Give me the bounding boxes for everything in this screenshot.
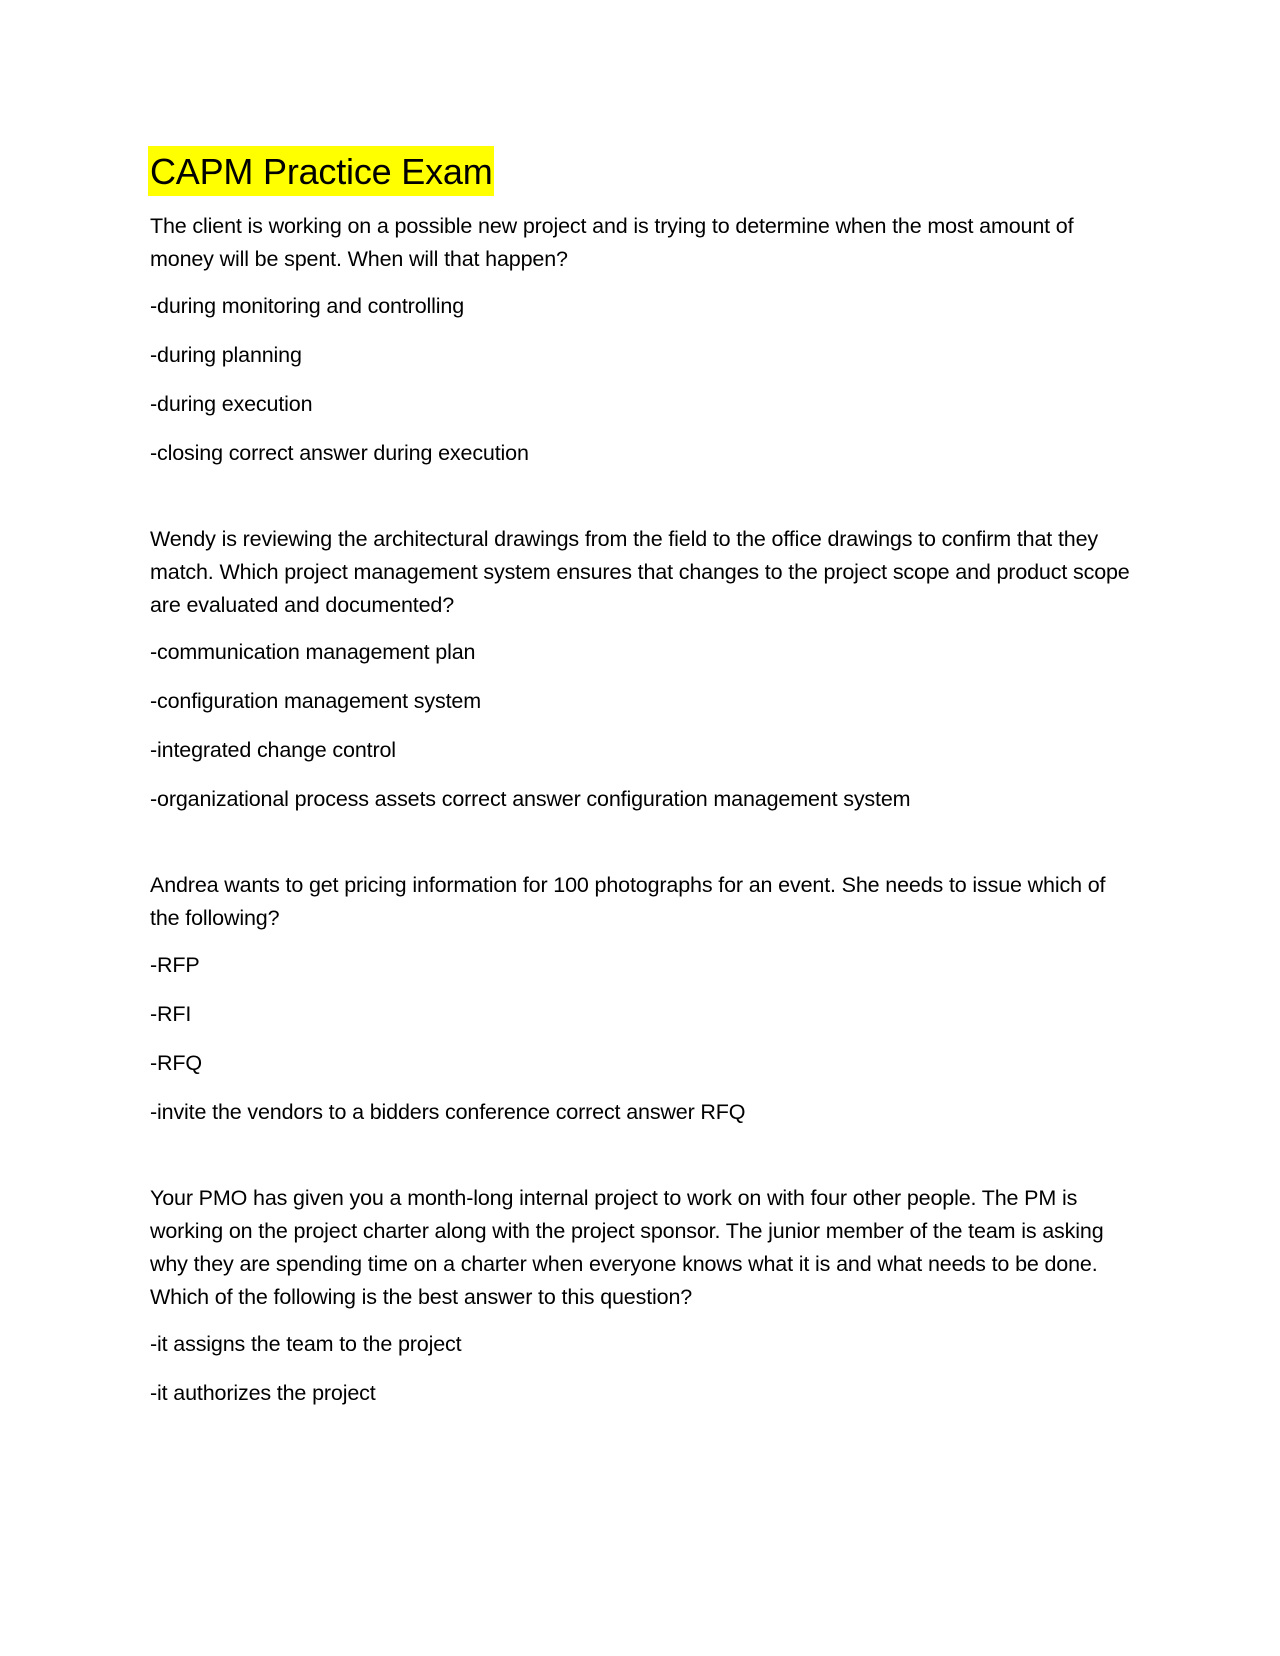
answer-option: -during planning [150, 343, 302, 367]
question-block-3 [150, 869, 1130, 1129]
answer-option: -RFQ [150, 1051, 202, 1075]
answer-option: -it authorizes the project [150, 1381, 376, 1405]
answer-option: -closing correct answer during execution [150, 441, 529, 465]
question-text: Wendy is reviewing the architectural drawings from the field to the office drawings to confirm that they match. Which project management system ensures that changes to the project scope and product scope are evaluated and documented? [150, 527, 1130, 617]
answer-option: -it assigns the team to the project [150, 1332, 462, 1356]
question-text: Your PMO has given you a month-long internal project to work on with four other people. The PM is working on the project charter along with the project sponsor. The junior member of the team is asking why they are spending time on a charter when everyone knows what it is and what needs to be done. Which of the following is the best answer to this question? [150, 1186, 1104, 1309]
answer-option: -organizational process assets correct answer configuration management system [150, 787, 911, 811]
answer-option: -configuration management system [150, 689, 482, 713]
document-title: CAPM Practice Exam [148, 146, 494, 196]
question-text: Andrea wants to get pricing information for 100 photographs for an event. She needs to issue which of the following? [150, 873, 1106, 930]
answer-option: -invite the vendors to a bidders conference correct answer RFQ [150, 1100, 746, 1124]
answer-option: -communication management plan [150, 640, 476, 664]
question-block-1 [150, 210, 1130, 470]
answer-option: -integrated change control [150, 738, 396, 762]
question-block-4 [150, 1182, 1130, 1410]
question-block-2 [150, 523, 1130, 816]
question-text: The client is working on a possible new project and is trying to determine when the most amount of money will be spent. When will that happen? [150, 214, 1074, 271]
answer-option: -RFP [150, 953, 200, 977]
answer-option: -during monitoring and controlling [150, 294, 464, 318]
answer-option: -during execution [150, 392, 313, 416]
document-page [150, 146, 1130, 1426]
answer-option: -RFI [150, 1002, 192, 1026]
